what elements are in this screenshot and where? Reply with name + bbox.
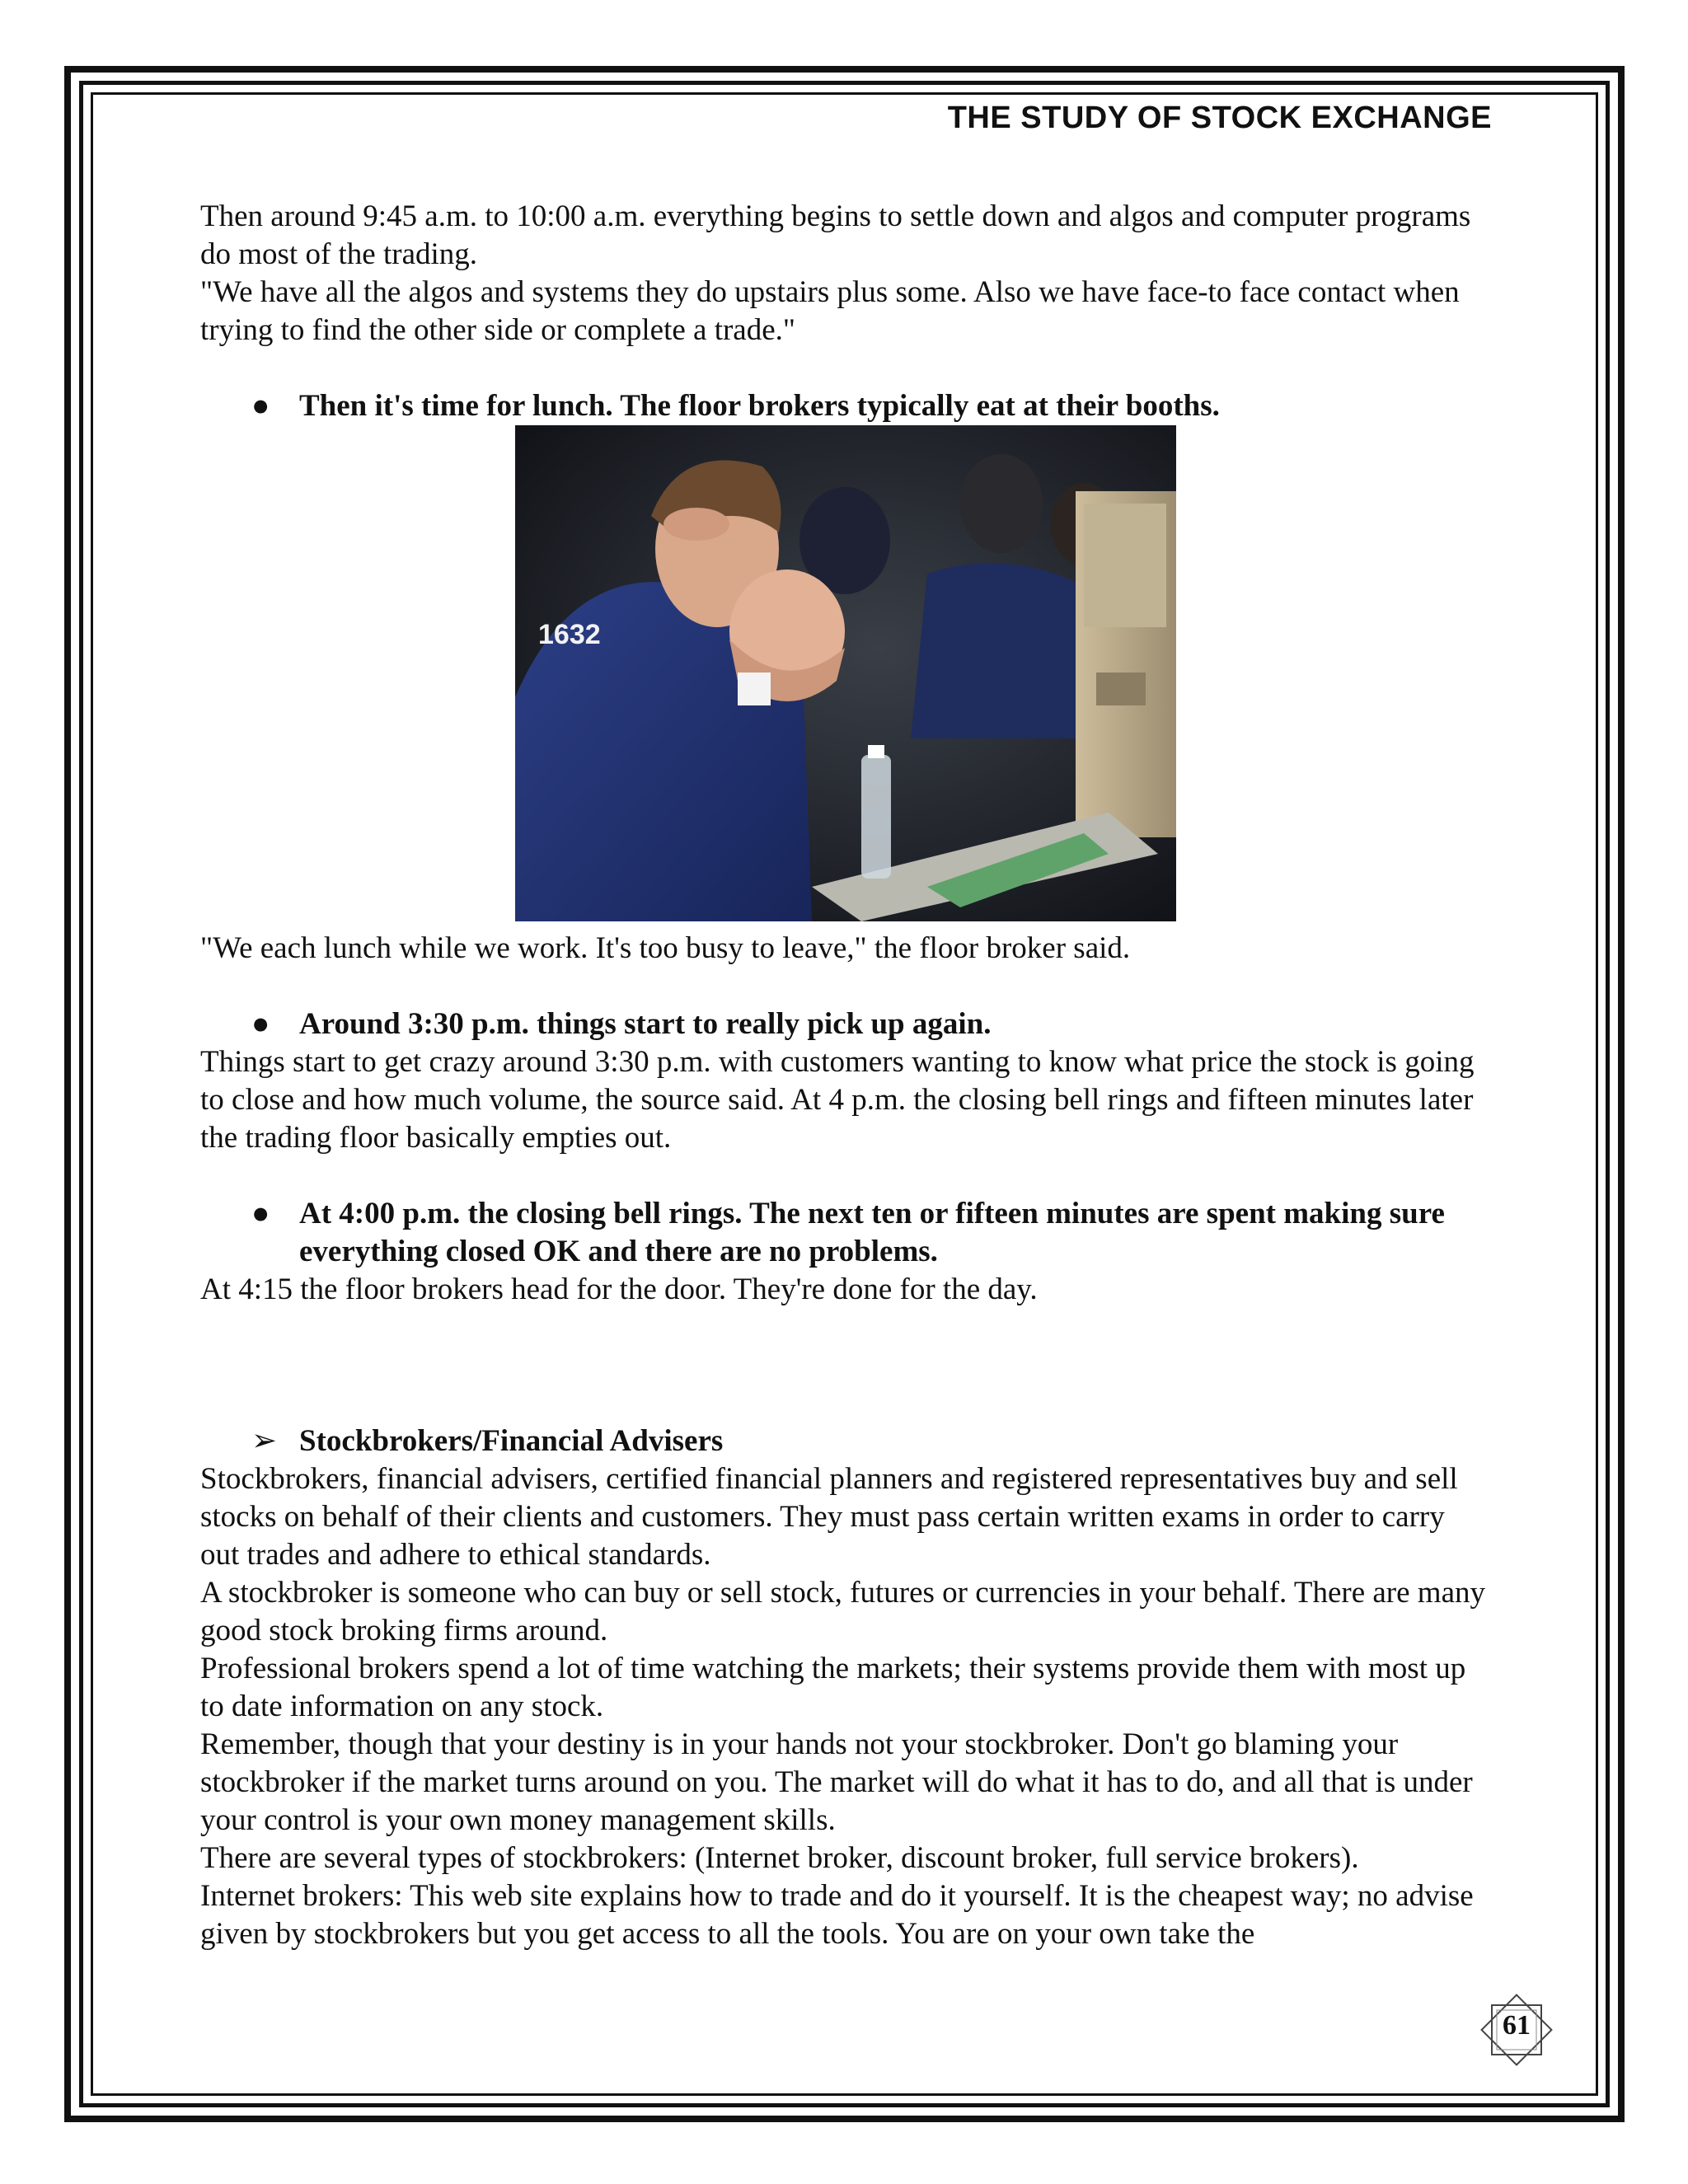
paragraph: At 4:15 the floor brokers head for the door. They're done for the day. bbox=[200, 1272, 1038, 1306]
paragraph: Remember, though that your destiny is in your hands not your stockbroker. Don't go blaming your stockbroker if the market turns around on you. The market will do what it has to do, and all that is under your control is your own money management skills. bbox=[200, 1727, 1473, 1837]
paragraph: Internet brokers: This web site explains how to trade and do it yourself. It is the cheapest way; no advise given by stockbrokers but you get access to all the tools. You are on your own take the bbox=[200, 1879, 1474, 1951]
running-header: THE STUDY OF STOCK EXCHANGE bbox=[947, 101, 1492, 135]
bullet-icon: ● bbox=[251, 1007, 270, 1041]
paragraph: There are several types of stockbrokers: (Internet broker, discount broker, full service brokers). bbox=[200, 1841, 1359, 1875]
paragraph: Professional brokers spend a lot of time watching the markets; their systems provide them with most up to date information on any stock. bbox=[200, 1652, 1466, 1723]
bullet-item-330 bbox=[200, 1005, 1486, 1043]
bullet-text: At 4:00 p.m. the closing bell rings. The next ten or fifteen minutes are spent making sure everything closed OK and there are no problems. bbox=[299, 1197, 1445, 1268]
bullet-text: Around 3:30 p.m. things start to really pick up again. bbox=[299, 1007, 992, 1041]
bullet-item-lunch bbox=[200, 387, 1486, 425]
quote-paragraph: "We have all the algos and systems they do upstairs plus some. Also we have face-to face contact when trying to find the other side or complete a trade." bbox=[200, 275, 1460, 347]
page-number: 61 bbox=[1503, 2010, 1531, 2041]
paragraph: Then around 9:45 a.m. to 10:00 a.m. everything begins to settle down and algos and computer programs do most of the trading. bbox=[200, 199, 1471, 271]
page-content bbox=[200, 198, 1486, 1953]
paragraph: A stockbroker is someone who can buy or sell stock, futures or currencies in your behalf. There are many good stock broking firms around. bbox=[200, 1576, 1486, 1647]
trader-photo bbox=[515, 425, 1176, 921]
bullet-icon: ● bbox=[251, 1197, 270, 1230]
bullet-item-400 bbox=[200, 1195, 1486, 1271]
bullet-icon: ● bbox=[251, 389, 270, 423]
section-title: Stockbrokers/Financial Advisers bbox=[299, 1424, 724, 1458]
section-heading bbox=[200, 1422, 1486, 1460]
page-number-badge bbox=[1475, 1989, 1558, 2071]
arrow-bullet-icon: ➢ bbox=[251, 1424, 278, 1458]
paragraph: Things start to get crazy around 3:30 p.m. with customers wanting to know what price the stock is going to close and how much volume, the source said. At 4 p.m. the closing bell rings and fifteen minutes later the trading floor basically empties out. bbox=[200, 1045, 1475, 1155]
badge-number: 1632 bbox=[538, 619, 601, 650]
trader-photo-illustration bbox=[515, 425, 1176, 921]
quote-paragraph: "We each lunch while we work. It's too busy to leave," the floor broker said. bbox=[200, 931, 1131, 965]
bullet-text: Then it's time for lunch. The floor brokers typically eat at their booths. bbox=[299, 389, 1220, 423]
paragraph: Stockbrokers, financial advisers, certified financial planners and registered representatives buy and sell stocks on behalf of their clients and customers. They must pass certain written exams in order to carry out trades and adhere to ethical standards. bbox=[200, 1462, 1458, 1572]
